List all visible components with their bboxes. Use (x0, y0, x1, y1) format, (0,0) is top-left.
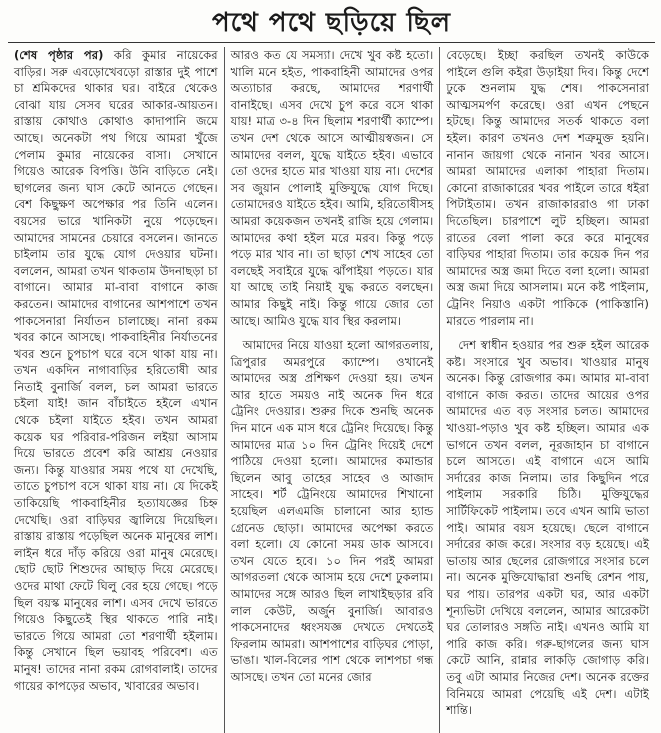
article-column-2 (224, 47, 440, 733)
paragraph: দেশ স্বাধীন হওয়ার পর শুরু হইল আরেক কষ্ট। সংসারে খুব অভাব। খাওয়ার মানুষ অনেক। কিন্তু রোজগার কম। আমার মা-বাবা বাগানে কাজ করত। তাদের আয়ের ওপর আমাদের এত বড় সংসার চলত। আমাদের খাওয়া-পড়াও খুব কষ্ট হচ্ছিল। আমার এক ভাগনে তখন বলল, নূরজাহান চা বাগানে চলে আসতে। এই বাগানে এসে আমি সর্দারের কাজ নিলাম। তার কিছুদিন পরে পাইলাম সরকারি চিঠি। মুক্তিযুদ্ধের সার্টিফিকেট পাইলাম। তবে এখন আমি ভাতা পাই। আমার বয়স হয়েছে। ছেলে বাগানে সর্দারের কাজ করে। সংসার বড় হয়েছে। এই ভাতায় আর ছেলের রোজগারে সংসার চলে না। অনেক মুক্তিযোদ্ধারা শুনছি রেশন পায়, ঘর পায়। তারপর একটা ঘর, আর একটা শূন্যভিটা দেখিয়ে বললেন, আমার আরেকটা ঘর তোলারও সঙ্গতি নাই। এখনও আমি যা পারি কাজ করি। গরু-ছাগলের জন্য ঘাস কেটে আনি, রান্নার লাকড়ি জোগাড় করি। তবু এটা আমার নিজের দেশ। অনেক রক্তের বিনিময়ে আমরা পেয়েছি এই দেশ। এটাই শান্তি। (446, 338, 649, 718)
paragraph: আমাদের নিয়ে যাওয়া হলো আগরতলায়, ত্রিপুরার অমরপুরে ক্যাম্পে। ওখানেই আমাদের অস্ত্র প্রশিক্ষণ দেওয়া হয়। তখন আর হাতে সময়ও নাই অনেক দিন ধরে ট্রেনিং দেওয়ার। শুরুর দিকে শুনছি অনেক দিন মানে এক মাস ধরে ট্রেনিং দিয়েছে। কিন্তু আমাদের মাত্র ১০ দিন ট্রেনিং দিয়েই দেশে পাঠিয়ে দেওয়া হলো। আমাদের কমান্ডার ছিলেন আবু তাহের সাহেব ও আজাদ সাহেব। শর্ট ট্রেনিংয়ে আমাদের শিখানো হয়েছিল এলএমজি চালানো আর হ্যান্ড গ্রেনেড ছোড়া। আমাদের অপেক্ষা করতে বলা হলো। যে কোনো সময় ডাক আসবে। তখন যেতে হবে। ১০ দিন পরই আমরা আগরতলা থেকে আসাম হয়ে দেশে ঢুকলাম। আমাদের সঙ্গে আরও ছিল লাখাইছড়ার রবি লাল কেউট, অর্জুন বুনার্জি। আবারও পাকসেনাদের ধ্বংসযজ্ঞ দেখতে দেখতেই ফিরলাম আমরা। আশপাশের বাড়িঘর পোড়া, ভাঙা। খাল-বিলের পাশ থেকে লাশপচা গন্ধ আসছে। তখন তো মনের জোর (230, 338, 434, 684)
continuation-label: (শেষ পৃষ্ঠার পর) (14, 48, 104, 62)
paragraph (14, 47, 218, 694)
article-column-1 (8, 47, 224, 733)
headline-rule (8, 42, 655, 43)
headline: পথে পথে ছড়িয়ে ছিল (211, 8, 452, 38)
paragraph-text: করি কুমার নায়েকের বাড়ির। সরু এবড়োখেবড়ো রাস্তার দুই পাশে চা শ্রমিকদের থাকার ঘর। বাইরে থেকেও বোঝা যায় সেসব ঘরের আকার-আয়তন। রাস্তায় কোথাও কোথাও কাদাপানি জমে আছে। অনেকটা পথ গিয়ে আমরা খুঁজে পেলাম কুমার নায়েকের বাসা। সেখানে গিয়েও আরেক বিপত্তি। উনি বাড়িতে নেই। ছাগলের জন্য ঘাস কেটে আনতে গেছেন। বেশ কিছুক্ষণ অপেক্ষার পর তিনি এলেন। বয়সের ভারে খানিকটা নুয়ে পড়েছেন। আমাদের সামনের চেয়ারে বসলেন। জানতে চাইলাম তার যুদ্ধে যোগ দেওয়ার ঘটনা। বললেন, আমরা তখন থাকতাম উদনাছড়া চা বাগানে। আমার মা-বাবা বাগানে কাজ করতেন। আমাদের বাগানের আশপাশে তখন পাকসেনারা নির্যাতন চালাচ্ছে। নানা রকম খবর কানে আসছে। পাকবাহিনীর নির্যাতনের খবর শুনে চুপচাপ ঘরে বসে থাকা যায় না। তখন একদিন নাগাবাড়ির হরিতোষী আর নিতাই বুনার্জি বলল, চল আমরা ভারতে চইলা যাই! জান বাঁচাইতে হইলে এখান থেকে চইলা যাইতে হইব। তখন আমরা কয়েক ঘর পরিবার-পরিজন লইয়া আসাম দিয়ে ভারতে প্রবেশ করি আশ্রয় নেওয়ার জন্য। কিন্তু যাওয়ার সময় পথে যা দেখেছি, তাতে চুপচাপ বসে থাকা যায় না। যে দিকেই তাকিয়েছি পাকবাহিনীর হত্যাযজ্ঞের চিহ্ন দেখেছি। ওরা বাড়িঘর জ্বালিয়ে দিয়েছিল। রাস্তায় রাস্তায় পড়েছিল অনেক মানুষের লাশ। লাইন ধরে দাঁড় করিয়ে ওরা মানুষ মেরেছে। ছোট ছোট শিশুদের আছাড় দিয়ে মেরেছে। ওদের মাথা ফেটে ঘিলু বের হয়ে গেছে। পড়ে ছিল বয়স্ক মানুষের লাশ। এসব দেখে ভারতে গিয়েও কিছুতেই স্থির থাকতে পারি নাই। ভারতে গিয়ে আমরা তো শরণার্থী হইলাম। কিন্তু সেখানে ছিল ভয়াবহ পরিবেশ। এত মানুষ! তাদের নানা রকম রোগবালাই। তাদের গায়ের কাপড়ের অভাব, খাবারের অভাব। (14, 48, 218, 693)
article-body (8, 47, 655, 733)
article-column-3 (439, 47, 655, 733)
paragraph: বেড়েছে। ইচ্ছা করছিল তখনই কাউকে পাইলে গুলি কইরা উড়াইয়া দিব। কিন্তু দেশে ঢুকে শুনলাম যুদ্ধ শেষ। পাকসেনারা আত্মসমর্পণ করেছে। ওরা এখন পেছনে হটছে। কিন্তু আমাদের সতর্ক থাকতে বলা হইল। কারণ তখনও দেশ শত্রুমুক্ত হয়নি। নানান জায়গা থেকে নানান খবর আসে। আমরা আমাদের এলাকা পাহারা দিতাম। কোনো রাজাকারের খবর পাইলে তারে ধইরা পিটাইতাম। তখন রাজাকাররাও গা ঢাকা দিতেছিল। চারপাশে লুট হচ্ছিল। আমরা রাতের বেলা পালা করে করে মানুষের বাড়িঘর পাহারা দিতাম। তার কয়েক দিন পর আমাদের অস্ত্র জমা দিতে বলা হলো। আমরা অস্ত্র জমা দিয়ে আসলাম। মনে কষ্ট পাইলাম, ট্রেনিং নিয়াও একটা পাকিকে (পাকিস্তানি) মারতে পারলাম না। (446, 48, 649, 328)
paragraph: আরও কত যে সমস্যা। দেখে খুব কষ্ট হতো। খালি মনে হইত, পাকবাহিনী আমাদের ওপর অত্যাচার করছে, আমাদের শরণার্থী বানাইছে। এসব দেখে চুপ করে বসে থাকা যায়! মাত্র ৩-৪ দিন ছিলাম শরণার্থী ক্যাম্পে। তখন দেশ থেকে আসে আত্মীয়স্বজন। সে আমাদের বলল, যুদ্ধে যাইতে হইব। এভাবে তো ওদের হাতে মার খাওয়া যায় না। দেশের সব জুয়ান পোলাই মুক্তিযুদ্ধে যোগ দিছে। তোমাদেরও যাইতে হইব। আমি, হরিতোষীসহ আমরা কয়েকজন তখনই রাজি হয়ে গেলাম। আমাদের কথা হইল মরে মরব। কিন্তু পড়ে পড়ে মার খাব না। তা ছাড়া শেখ সাহেব তো বলছেই সবাইরে যুদ্ধে ঝাঁপাইয়া পড়তে। যার যা আছে তাই নিয়াই যুদ্ধ করতে বলছেন। আমার কিছুই নাই। কিন্তু গায়ে জোর তো আছে। আমিও যুদ্ধে যাব স্থির করলাম। (230, 48, 434, 328)
